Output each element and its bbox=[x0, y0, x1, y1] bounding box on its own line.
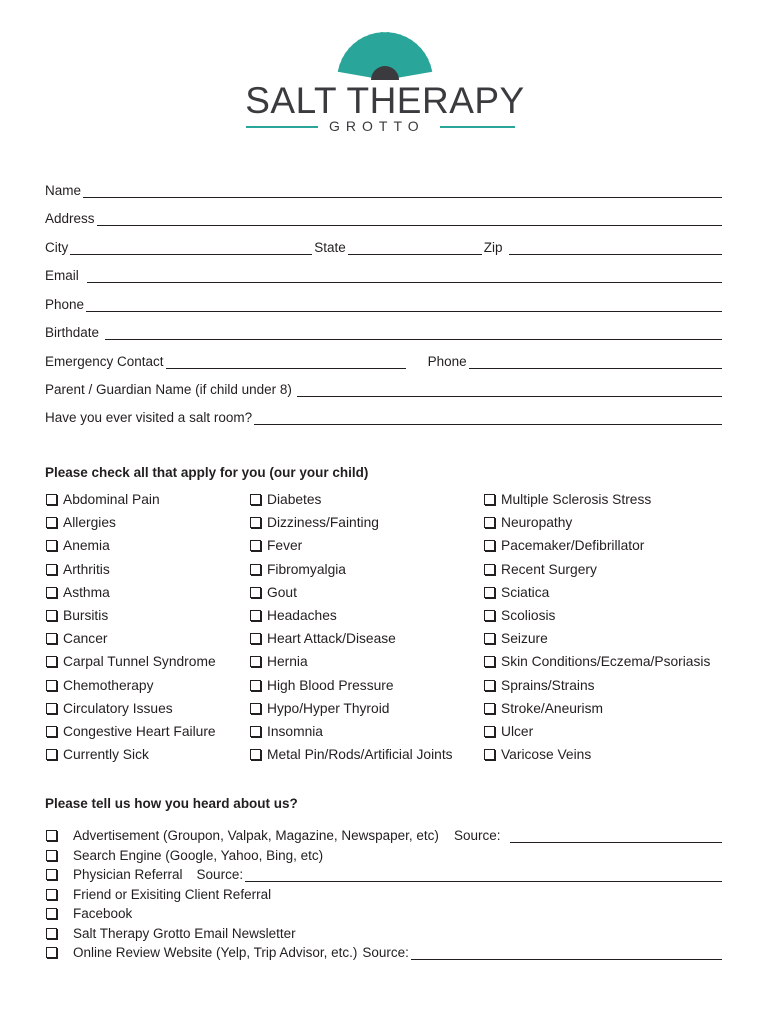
condition-label: Carpal Tunnel Syndrome bbox=[63, 654, 216, 670]
condition-label: Anemia bbox=[63, 538, 110, 554]
checkbox-icon[interactable] bbox=[250, 517, 261, 528]
condition-label: Stroke/Aneurism bbox=[501, 700, 603, 716]
checkbox-icon[interactable] bbox=[46, 928, 57, 939]
conditions-heading: Please check all that apply for you (our your child) bbox=[45, 465, 369, 480]
condition-item[interactable] bbox=[249, 720, 453, 743]
checkbox-icon[interactable] bbox=[484, 633, 495, 644]
brand-title: SALT THERAPY bbox=[245, 80, 525, 121]
condition-label: Scoliosis bbox=[501, 608, 556, 624]
guardian-input-line[interactable] bbox=[297, 382, 722, 397]
condition-item[interactable] bbox=[483, 534, 710, 557]
checkbox-icon[interactable] bbox=[250, 633, 261, 644]
condition-label: Pacemaker/Defibrillator bbox=[501, 538, 645, 554]
condition-item[interactable] bbox=[45, 558, 216, 581]
condition-label: Fever bbox=[267, 538, 303, 554]
condition-item[interactable] bbox=[45, 581, 216, 604]
heard-item[interactable] bbox=[45, 846, 724, 866]
condition-label: Seizure bbox=[501, 631, 548, 647]
condition-label: Neuropathy bbox=[501, 515, 573, 531]
conditions-column-2 bbox=[249, 488, 453, 766]
condition-label: Insomnia bbox=[267, 723, 323, 739]
source-label: Source: bbox=[453, 828, 501, 844]
condition-item[interactable] bbox=[483, 650, 710, 673]
checkbox-icon[interactable] bbox=[46, 494, 57, 505]
source-label: Source: bbox=[196, 867, 244, 883]
checkbox-icon[interactable] bbox=[250, 656, 261, 667]
birthdate-label: Birthdate bbox=[45, 325, 100, 340]
checkbox-icon[interactable] bbox=[46, 947, 57, 958]
condition-label: Hernia bbox=[267, 654, 308, 670]
checkbox-icon[interactable] bbox=[250, 749, 261, 760]
condition-item[interactable] bbox=[45, 604, 216, 627]
condition-item[interactable] bbox=[249, 604, 453, 627]
condition-item[interactable] bbox=[45, 488, 216, 511]
condition-item[interactable] bbox=[483, 674, 710, 697]
checkbox-icon[interactable] bbox=[46, 517, 57, 528]
checkbox-icon[interactable] bbox=[46, 726, 57, 737]
birthdate-input-line[interactable] bbox=[105, 325, 722, 340]
condition-item[interactable] bbox=[249, 534, 453, 557]
condition-item[interactable] bbox=[45, 650, 216, 673]
state-label: State bbox=[314, 240, 346, 255]
checkbox-icon[interactable] bbox=[46, 830, 57, 841]
phone-field[interactable] bbox=[45, 294, 724, 312]
condition-label: Ulcer bbox=[501, 723, 534, 739]
state-input-line[interactable] bbox=[348, 240, 482, 255]
checkbox-icon[interactable] bbox=[484, 703, 495, 714]
checkbox-icon[interactable] bbox=[46, 703, 57, 714]
email-field[interactable] bbox=[45, 265, 724, 283]
heard-label: Friend or Exisiting Client Referral bbox=[73, 886, 272, 902]
condition-item[interactable] bbox=[249, 674, 453, 697]
heard-label: Advertisement (Groupon, Valpak, Magazine, Newspaper, etc) bbox=[73, 828, 439, 844]
checkbox-icon[interactable] bbox=[46, 587, 57, 598]
condition-item[interactable] bbox=[249, 743, 453, 766]
address-label: Address bbox=[45, 211, 95, 226]
checkbox-icon[interactable] bbox=[46, 633, 57, 644]
checkbox-icon[interactable] bbox=[46, 908, 57, 919]
checkbox-icon[interactable] bbox=[46, 869, 57, 880]
checkbox-icon[interactable] bbox=[46, 610, 57, 621]
checkbox-icon[interactable] bbox=[484, 610, 495, 621]
heard-label: Search Engine (Google, Yahoo, Bing, etc) bbox=[73, 847, 324, 863]
condition-item[interactable] bbox=[45, 674, 216, 697]
condition-item[interactable] bbox=[45, 627, 216, 650]
address-input-line[interactable] bbox=[97, 211, 722, 226]
condition-item[interactable] bbox=[483, 581, 710, 604]
email-label: Email bbox=[45, 268, 79, 283]
condition-label: Metal Pin/Rods/Artificial Joints bbox=[267, 747, 453, 763]
condition-label: Heart Attack/Disease bbox=[267, 631, 396, 647]
condition-item[interactable] bbox=[249, 558, 453, 581]
phone-label: Phone bbox=[45, 297, 85, 312]
condition-label: Dizziness/Fainting bbox=[267, 515, 379, 531]
brand-subtitle: GROTTO bbox=[329, 118, 425, 134]
city-input-line[interactable] bbox=[70, 240, 312, 255]
emergency-contact-row bbox=[45, 351, 724, 369]
checkbox-icon[interactable] bbox=[484, 517, 495, 528]
condition-item[interactable] bbox=[249, 627, 453, 650]
emergency-contact-input-line[interactable] bbox=[166, 354, 406, 369]
condition-item[interactable] bbox=[483, 511, 710, 534]
condition-label: Congestive Heart Failure bbox=[63, 723, 216, 739]
condition-label: Sprains/Strains bbox=[501, 677, 595, 693]
visited-label: Have you ever visited a salt room? bbox=[45, 410, 253, 425]
checkbox-icon[interactable] bbox=[484, 587, 495, 598]
condition-label: Skin Conditions/Eczema/Psoriasis bbox=[501, 654, 711, 670]
condition-item[interactable] bbox=[483, 697, 710, 720]
condition-label: Diabetes bbox=[267, 492, 322, 508]
name-label: Name bbox=[45, 183, 82, 198]
condition-item[interactable] bbox=[249, 511, 453, 534]
conditions-column-3 bbox=[483, 488, 710, 766]
condition-item[interactable] bbox=[249, 488, 453, 511]
checkbox-icon[interactable] bbox=[250, 540, 261, 551]
condition-item[interactable] bbox=[249, 697, 453, 720]
condition-item[interactable] bbox=[45, 720, 216, 743]
guardian-field[interactable] bbox=[45, 379, 724, 397]
heard-label: Online Review Website (Yelp, Trip Advisor, etc.) bbox=[73, 945, 358, 961]
city-label: City bbox=[45, 240, 69, 255]
condition-label: Arthritis bbox=[63, 561, 110, 577]
condition-item[interactable] bbox=[45, 743, 216, 766]
heard-item[interactable] bbox=[45, 885, 724, 905]
visited-input-line[interactable] bbox=[254, 410, 722, 425]
checkbox-icon[interactable] bbox=[484, 680, 495, 691]
emergency-phone-label: Phone bbox=[427, 354, 467, 369]
heard-item[interactable] bbox=[45, 904, 724, 924]
name-field[interactable] bbox=[45, 180, 724, 198]
condition-label: Allergies bbox=[63, 515, 116, 531]
checkbox-icon[interactable] bbox=[250, 610, 261, 621]
checkbox-icon[interactable] bbox=[250, 703, 261, 714]
checkbox-icon[interactable] bbox=[250, 564, 261, 575]
checkbox-icon[interactable] bbox=[46, 889, 57, 900]
checkbox-icon[interactable] bbox=[484, 656, 495, 667]
condition-label: Multiple Sclerosis Stress bbox=[501, 492, 652, 508]
heard-item[interactable] bbox=[45, 826, 724, 846]
checkbox-icon[interactable] bbox=[250, 587, 261, 598]
checkbox-icon[interactable] bbox=[250, 680, 261, 691]
birthdate-field[interactable] bbox=[45, 322, 724, 340]
source-input-line[interactable] bbox=[411, 945, 722, 960]
city-state-zip-row bbox=[45, 237, 724, 255]
condition-label: Sciatica bbox=[501, 584, 550, 600]
condition-item[interactable] bbox=[483, 743, 710, 766]
condition-label: Asthma bbox=[63, 584, 110, 600]
checkbox-icon[interactable] bbox=[46, 850, 57, 861]
checkbox-icon[interactable] bbox=[46, 680, 57, 691]
name-input-line[interactable] bbox=[83, 183, 722, 198]
checkbox-icon[interactable] bbox=[250, 494, 261, 505]
conditions-column-1 bbox=[45, 488, 216, 766]
heard-label: Physician Referral bbox=[73, 867, 183, 883]
checkbox-icon[interactable] bbox=[46, 540, 57, 551]
zip-input-line[interactable] bbox=[509, 240, 722, 255]
condition-label: Fibromyalgia bbox=[267, 561, 346, 577]
condition-label: Cancer bbox=[63, 631, 108, 647]
condition-label: High Blood Pressure bbox=[267, 677, 394, 693]
checkbox-icon[interactable] bbox=[484, 564, 495, 575]
condition-item[interactable] bbox=[249, 581, 453, 604]
condition-item[interactable] bbox=[249, 650, 453, 673]
heard-list bbox=[45, 826, 724, 963]
condition-item[interactable] bbox=[483, 720, 710, 743]
zip-label: Zip bbox=[483, 240, 503, 255]
condition-label: Currently Sick bbox=[63, 747, 149, 763]
condition-item[interactable] bbox=[45, 534, 216, 557]
address-field[interactable] bbox=[45, 208, 724, 226]
heard-item[interactable] bbox=[45, 865, 724, 885]
heard-heading: Please tell us how you heard about us? bbox=[45, 796, 298, 811]
condition-label: Circulatory Issues bbox=[63, 700, 173, 716]
heard-item[interactable] bbox=[45, 943, 724, 963]
condition-item[interactable] bbox=[483, 627, 710, 650]
condition-label: Bursitis bbox=[63, 608, 109, 624]
emergency-contact-label: Emergency Contact bbox=[45, 354, 164, 369]
checkbox-icon[interactable] bbox=[46, 656, 57, 667]
condition-label: Abdominal Pain bbox=[63, 492, 160, 508]
heard-label: Salt Therapy Grotto Email Newsletter bbox=[73, 925, 296, 941]
condition-label: Hypo/Hyper Thyroid bbox=[267, 700, 390, 716]
brand-logo bbox=[0, 0, 770, 150]
emergency-phone-input-line[interactable] bbox=[469, 354, 722, 369]
condition-label: Recent Surgery bbox=[501, 561, 597, 577]
source-input-line[interactable] bbox=[510, 828, 722, 843]
source-input-line[interactable] bbox=[245, 867, 722, 882]
checkbox-icon[interactable] bbox=[484, 494, 495, 505]
checkbox-icon[interactable] bbox=[484, 726, 495, 737]
condition-label: Varicose Veins bbox=[501, 747, 592, 763]
source-label: Source: bbox=[362, 945, 409, 961]
condition-label: Gout bbox=[267, 584, 297, 600]
email-input-line[interactable] bbox=[87, 268, 722, 283]
condition-item[interactable] bbox=[45, 511, 216, 534]
checkbox-icon[interactable] bbox=[46, 564, 57, 575]
guardian-label: Parent / Guardian Name (if child under 8) bbox=[45, 382, 292, 397]
condition-item[interactable] bbox=[483, 488, 710, 511]
condition-label: Headaches bbox=[267, 608, 337, 624]
condition-item[interactable] bbox=[483, 604, 710, 627]
checkbox-icon[interactable] bbox=[484, 540, 495, 551]
phone-input-line[interactable] bbox=[86, 297, 722, 312]
heard-item[interactable] bbox=[45, 924, 724, 944]
condition-label: Chemotherapy bbox=[63, 677, 154, 693]
checkbox-icon[interactable] bbox=[250, 726, 261, 737]
visited-field[interactable] bbox=[45, 407, 724, 425]
condition-item[interactable] bbox=[45, 697, 216, 720]
checkbox-icon[interactable] bbox=[484, 749, 495, 760]
checkbox-icon[interactable] bbox=[46, 749, 57, 760]
heard-label: Facebook bbox=[73, 906, 133, 922]
condition-item[interactable] bbox=[483, 558, 710, 581]
